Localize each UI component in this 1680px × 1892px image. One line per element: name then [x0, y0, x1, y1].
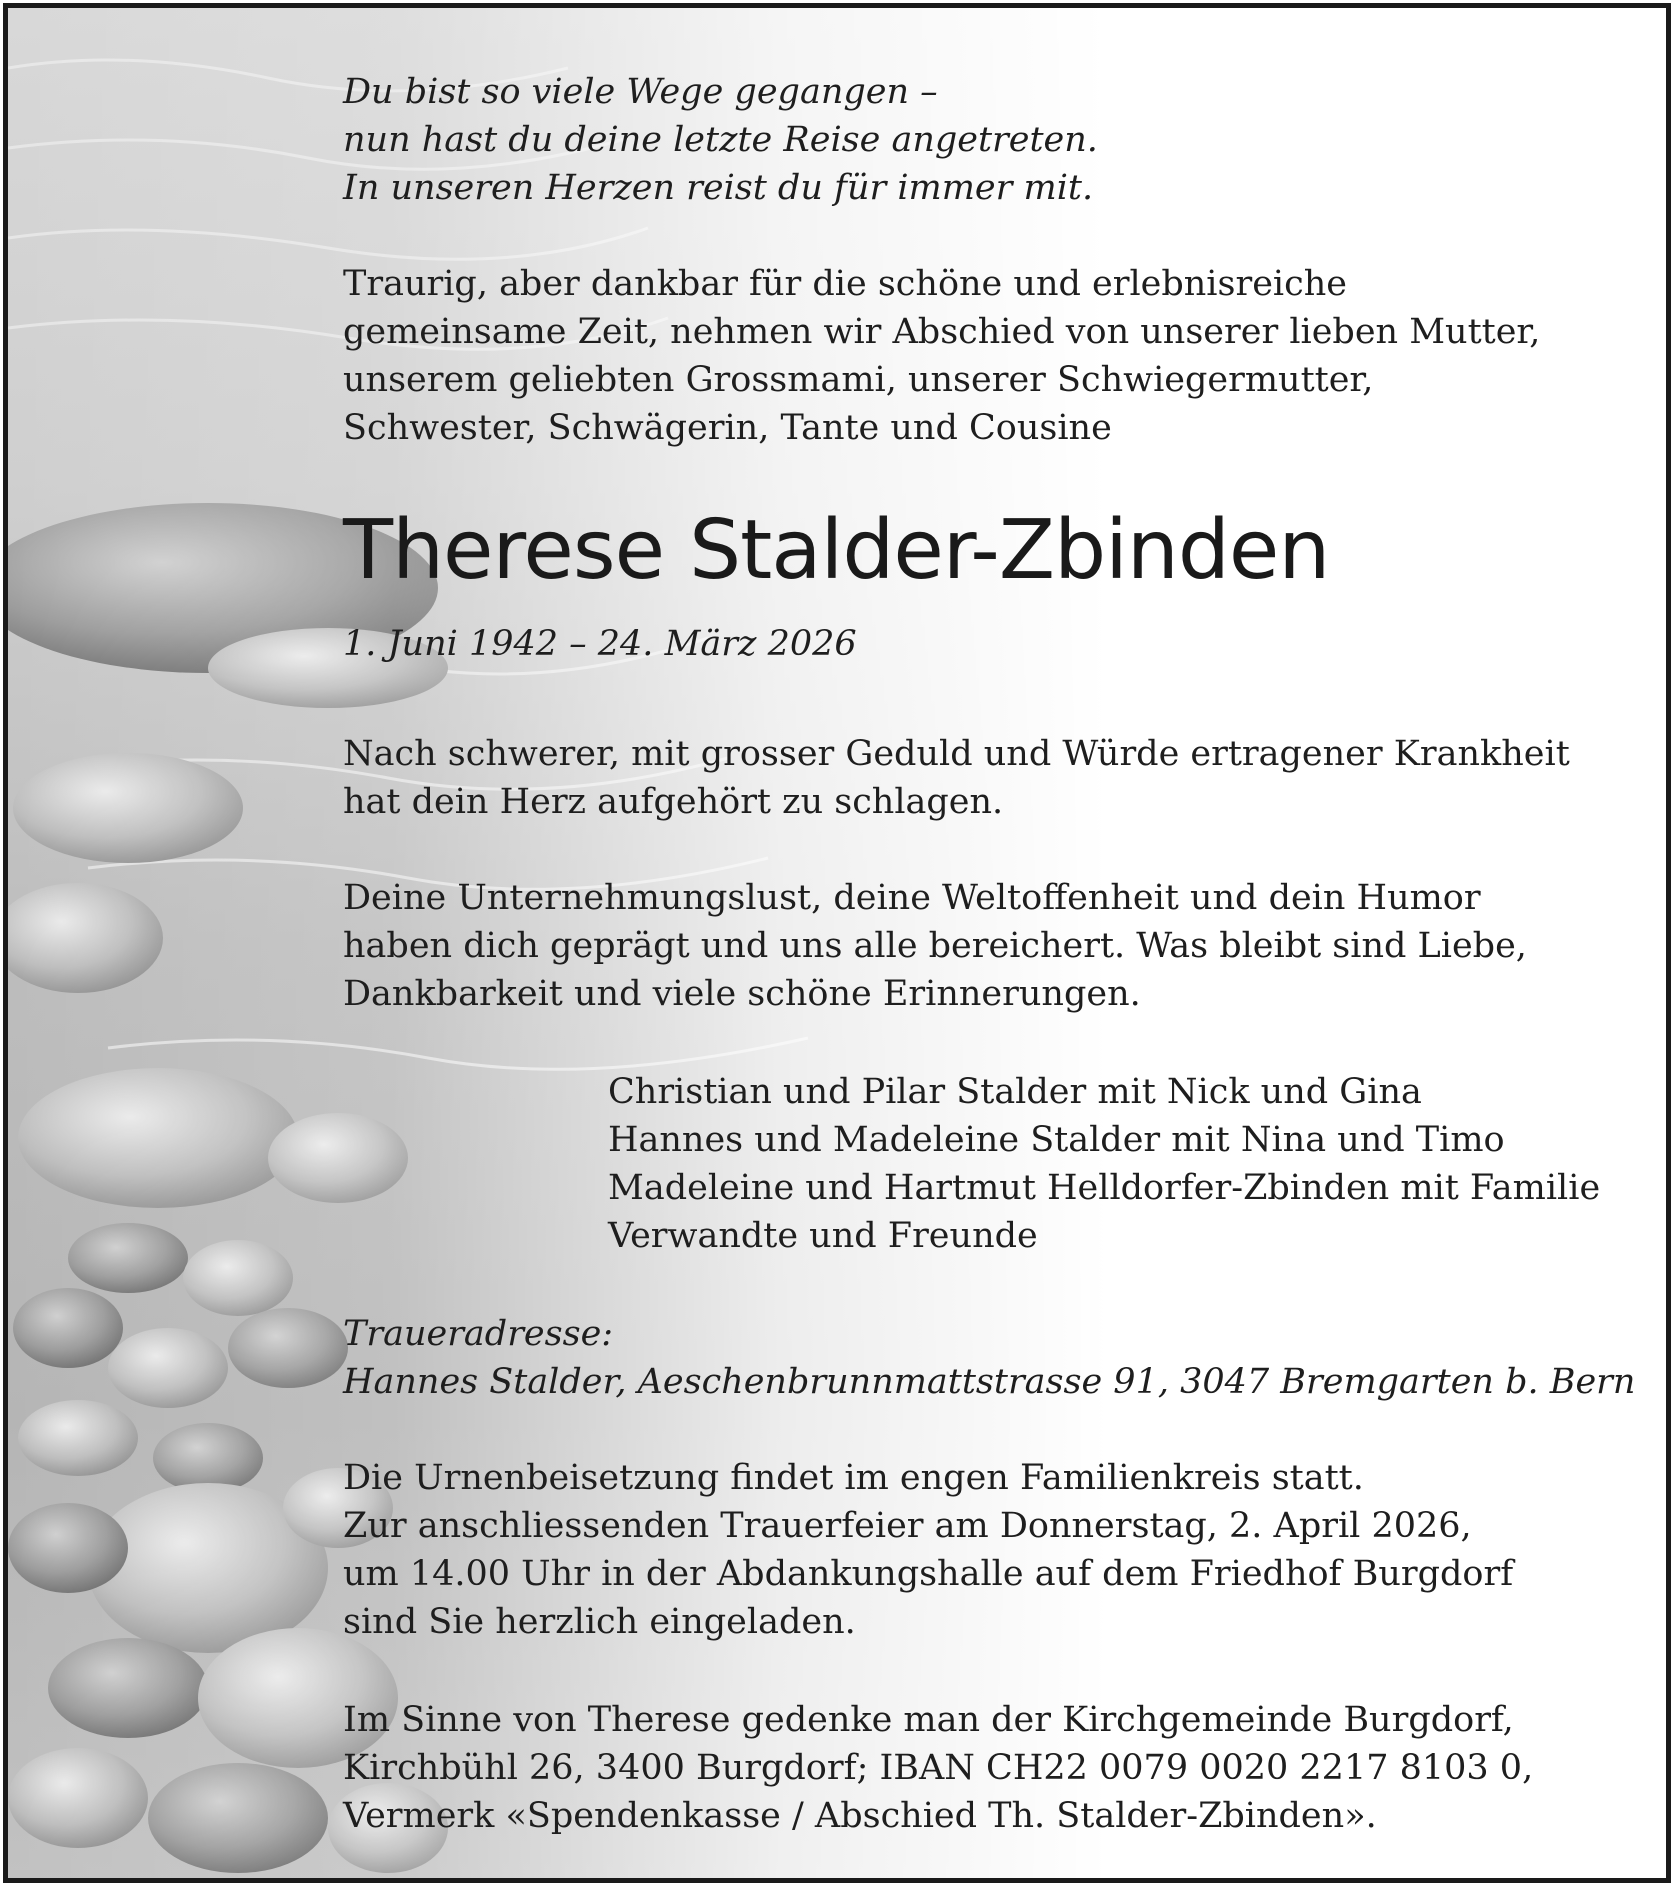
- obituary-frame: [3, 3, 1671, 1883]
- deceased-name: Therese Stalder-Zbinden: [343, 503, 1330, 598]
- poem-line: Du bist so viele Wege gegangen –: [343, 72, 938, 112]
- mourner-line: Madeleine und Hartmut Helldorfer-Zbinden mit Familie: [608, 1168, 1601, 1208]
- intro-line: gemeinsame Zeit, nehmen wir Abschied von unserer lieben Mutter,: [343, 312, 1541, 352]
- life-dates: 1. Juni 1942 – 24. März 2026: [343, 624, 857, 664]
- mourner-line: Verwandte und Freunde: [608, 1216, 1038, 1256]
- tribute-line: Deine Unternehmungslust, deine Weltoffenheit und dein Humor: [343, 878, 1481, 918]
- tribute-line: Dankbarkeit und viele schöne Erinnerungen.: [343, 974, 1141, 1014]
- address-label: Traueradresse:: [343, 1314, 614, 1354]
- donation-line: Kirchbühl 26, 3400 Burgdorf; IBAN CH22 0079 0020 2217 8103 0,: [343, 1748, 1534, 1788]
- address-value: Hannes Stalder, Aeschenbrunnmattstrasse 91, 3047 Bremgarten b. Bern: [343, 1362, 1636, 1402]
- illness-line: hat dein Herz aufgehört zu schlagen.: [343, 782, 1004, 822]
- donation-line: Vermerk «Spendenkasse / Abschied Th. Stalder-Zbinden».: [343, 1796, 1377, 1836]
- tribute-line: haben dich geprägt und uns alle bereichert. Was bleibt sind Liebe,: [343, 926, 1527, 966]
- mourner-line: Hannes und Madeleine Stalder mit Nina und Timo: [608, 1120, 1505, 1160]
- intro-line: Schwester, Schwägerin, Tante und Cousine: [343, 408, 1112, 448]
- illness-line: Nach schwerer, mit grosser Geduld und Würde ertragener Krankheit: [343, 734, 1570, 774]
- ceremony-line: Die Urnenbeisetzung findet im engen Familienkreis statt.: [343, 1458, 1364, 1498]
- poem-line: nun hast du deine letzte Reise angetreten.: [343, 120, 1098, 160]
- intro-line: Traurig, aber dankbar für die schöne und erlebnisreiche: [343, 264, 1347, 304]
- mourner-line: Christian und Pilar Stalder mit Nick und Gina: [608, 1072, 1422, 1112]
- donation-line: Im Sinne von Therese gedenke man der Kirchgemeinde Burgdorf,: [343, 1700, 1514, 1740]
- ceremony-line: Zur anschliessenden Trauerfeier am Donnerstag, 2. April 2026,: [343, 1506, 1472, 1546]
- intro-line: unserem geliebten Grossmami, unserer Schwiegermutter,: [343, 360, 1374, 400]
- ceremony-line: um 14.00 Uhr in der Abdankungshalle auf dem Friedhof Burgdorf: [343, 1554, 1514, 1594]
- poem-line: In unseren Herzen reist du für immer mit.: [343, 168, 1094, 208]
- ceremony-line: sind Sie herzlich eingeladen.: [343, 1602, 856, 1642]
